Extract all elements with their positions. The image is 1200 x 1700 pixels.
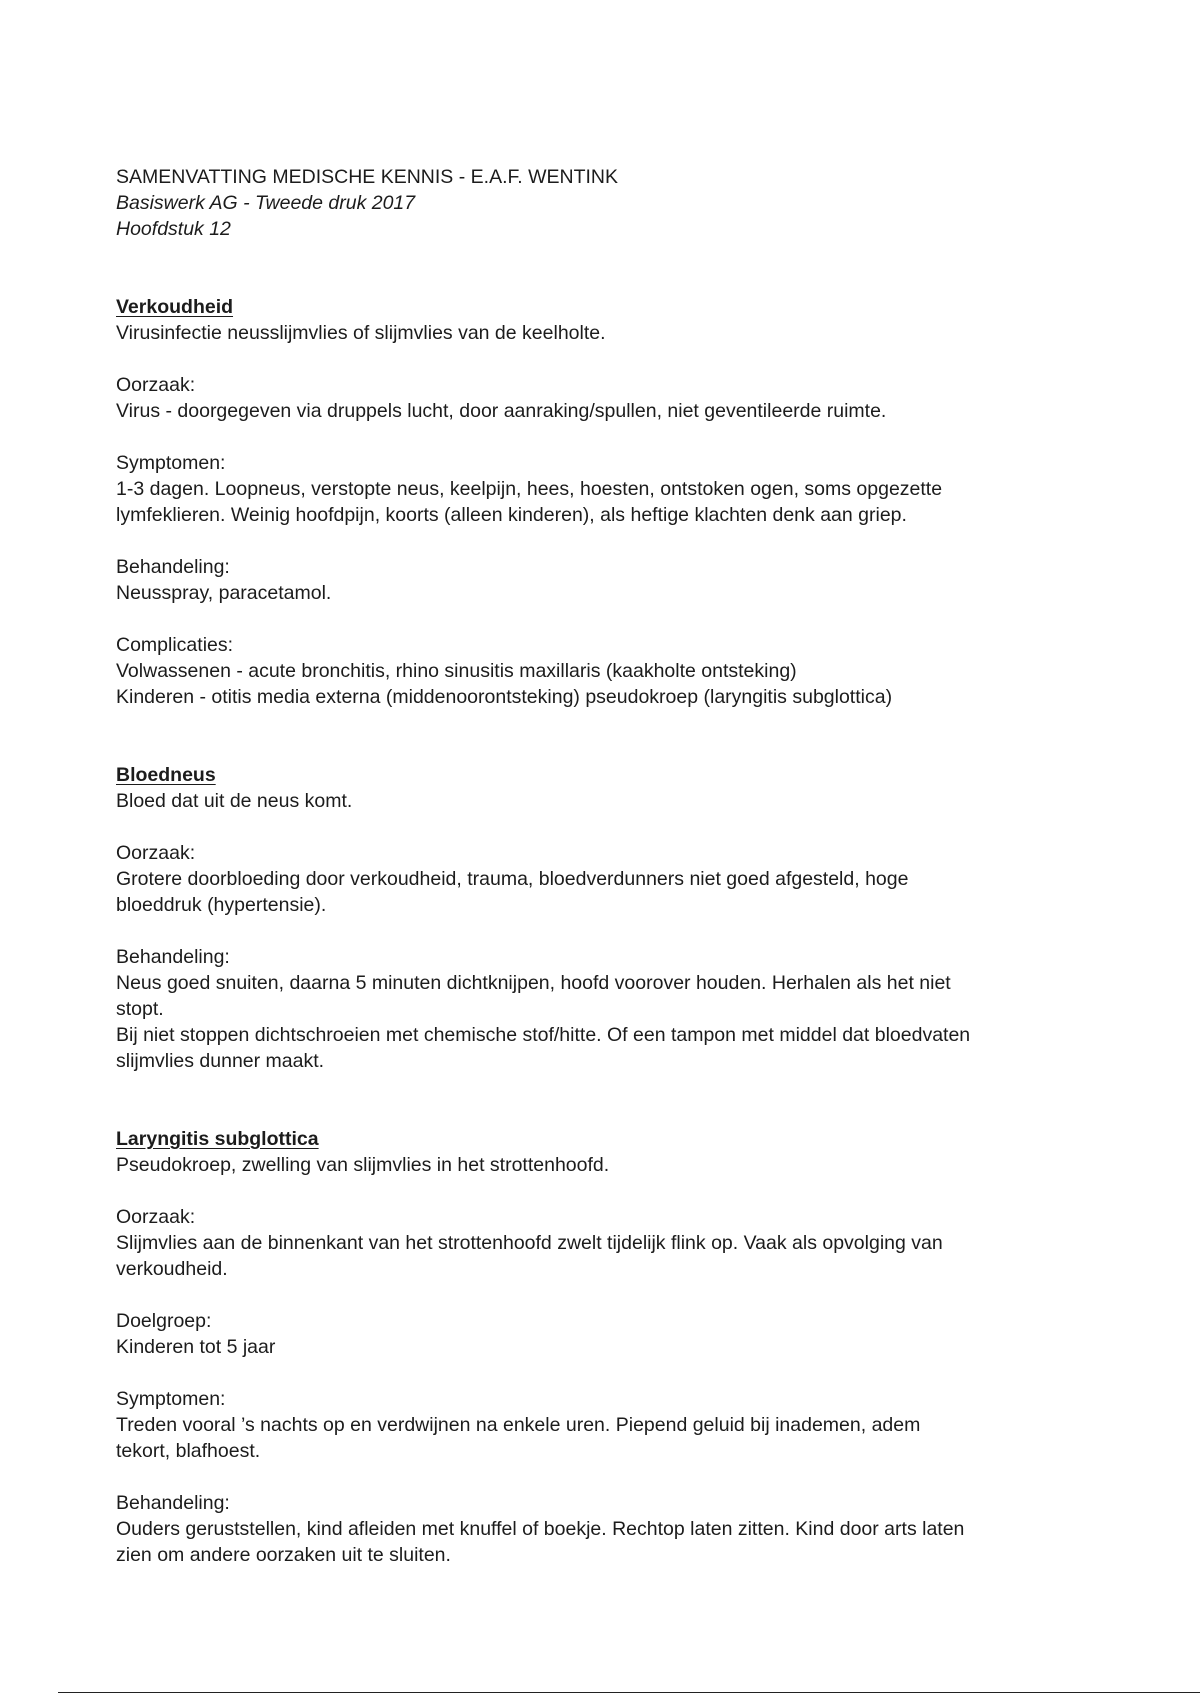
- section-heading: Bloedneus: [116, 764, 216, 786]
- document-page: [116, 164, 1096, 1568]
- block-line: Grotere doorbloeding door verkoudheid, trauma, bloedverdunners niet goed afgesteld, hoge: [116, 868, 909, 890]
- block-line: zien om andere oorzaken uit te sluiten.: [116, 1544, 451, 1566]
- block-line: lymfeklieren. Weinig hoofdpijn, koorts (alleen kinderen), als heftige klachten denk aan griep.: [116, 504, 907, 526]
- block-label: Behandeling:: [116, 556, 230, 578]
- oorzaak-block: [116, 1204, 1096, 1282]
- section-verkoudheid: [116, 294, 1096, 710]
- document-header: [116, 164, 1096, 242]
- oorzaak-block: [116, 840, 1096, 918]
- block-label: Complicaties:: [116, 634, 234, 656]
- block-label: Symptomen:: [116, 1388, 226, 1410]
- complicaties-block: [116, 632, 1096, 710]
- oorzaak-block: [116, 372, 1096, 424]
- block-line: Treden vooral ’s nachts op en verdwijnen na enkele uren. Piepend geluid bij inademen, adem: [116, 1414, 921, 1436]
- block-line: Bij niet stoppen dichtschroeien met chemische stof/hitte. Of een tampon met middel dat bloedvaten: [116, 1024, 971, 1046]
- symptomen-block: [116, 1386, 1096, 1464]
- section-bloedneus: [116, 762, 1096, 1074]
- behandeling-block: [116, 944, 1096, 1074]
- block-label: Behandeling:: [116, 1492, 230, 1514]
- block-line: tekort, blafhoest.: [116, 1440, 261, 1462]
- block-label: Doelgroep:: [116, 1310, 212, 1332]
- block-label: Symptomen:: [116, 452, 226, 474]
- doelgroep-block: [116, 1308, 1096, 1360]
- block-line: Slijmvlies aan de binnenkant van het strottenhoofd zwelt tijdelijk flink op. Vaak als opvolging van: [116, 1232, 943, 1254]
- block-line: Neus goed snuiten, daarna 5 minuten dichtknijpen, hoofd voorover houden. Herhalen als het niet: [116, 972, 951, 994]
- block-line: bloeddruk (hypertensie).: [116, 894, 327, 916]
- block-line: Virus - doorgegeven via druppels lucht, door aanraking/spullen, niet geventileerde ruimte.: [116, 400, 887, 422]
- block-label: Behandeling:: [116, 946, 230, 968]
- section-intro: Pseudokroep, zwelling van slijmvlies in het strottenhoofd.: [116, 1154, 610, 1176]
- block-line: Ouders geruststellen, kind afleiden met knuffel of boekje. Rechtop laten zitten. Kind door arts laten: [116, 1518, 965, 1540]
- symptomen-block: [116, 450, 1096, 528]
- block-line: Volwassenen - acute bronchitis, rhino sinusitis maxillaris (kaakholte ontsteking): [116, 660, 797, 682]
- block-line: Neusspray, paracetamol.: [116, 582, 332, 604]
- block-line: Kinderen - otitis media externa (middenoorontsteking) pseudokroep (laryngitis subglottica): [116, 686, 893, 708]
- section-heading: Laryngitis subglottica: [116, 1128, 319, 1150]
- block-line: slijmvlies dunner maakt.: [116, 1050, 325, 1072]
- block-label: Oorzaak:: [116, 842, 196, 864]
- block-label: Oorzaak:: [116, 1206, 196, 1228]
- block-line: verkoudheid.: [116, 1258, 228, 1280]
- behandeling-block: [116, 1490, 1096, 1568]
- block-line: Kinderen tot 5 jaar: [116, 1336, 276, 1358]
- section-heading: Verkoudheid: [116, 296, 234, 318]
- document-title: SAMENVATTING MEDISCHE KENNIS - E.A.F. WENTINK: [116, 166, 618, 188]
- section-laryngitis-subglottica: [116, 1126, 1096, 1568]
- document-subtitle: Basiswerk AG - Tweede druk 2017: [116, 192, 416, 214]
- block-line: stopt.: [116, 998, 164, 1020]
- footer-divider: [58, 1692, 1200, 1693]
- section-intro: Virusinfectie neusslijmvlies of slijmvlies van de keelholte.: [116, 322, 606, 344]
- block-label: Oorzaak:: [116, 374, 196, 396]
- document-chapter: Hoofdstuk 12: [116, 218, 231, 240]
- block-line: 1-3 dagen. Loopneus, verstopte neus, keelpijn, hees, hoesten, ontstoken ogen, soms opgezette: [116, 478, 943, 500]
- section-intro: Bloed dat uit de neus komt.: [116, 790, 353, 812]
- behandeling-block: [116, 554, 1096, 606]
